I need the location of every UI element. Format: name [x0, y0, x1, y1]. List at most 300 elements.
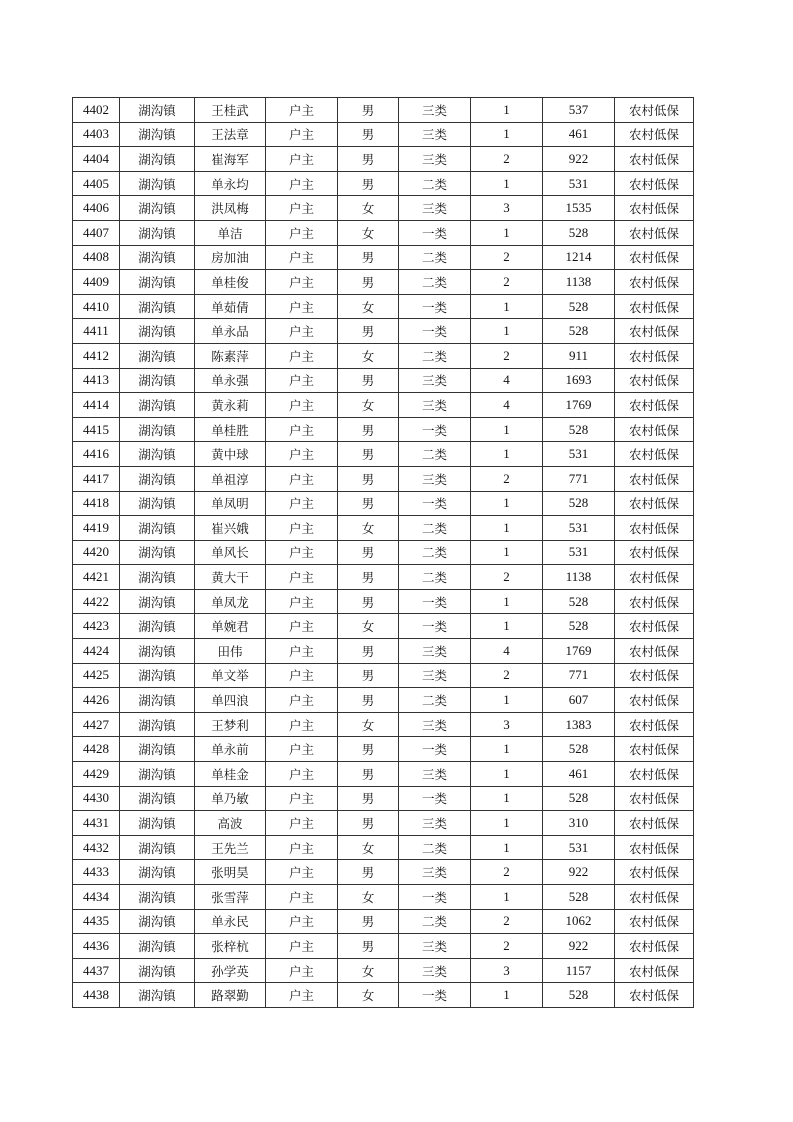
township-cell: 湖沟镇: [120, 663, 195, 688]
township-cell: 湖沟镇: [120, 811, 195, 836]
serial-number-cell: 4410: [73, 294, 120, 319]
assistance-type-cell: 农村低保: [615, 958, 694, 983]
township-cell: 湖沟镇: [120, 171, 195, 196]
table-row: [73, 393, 694, 418]
household-size-cell: 2: [471, 245, 543, 270]
relationship-cell: 户主: [266, 368, 338, 393]
household-size-cell: 1: [471, 122, 543, 147]
township-cell: 湖沟镇: [120, 220, 195, 245]
table-row: [73, 737, 694, 762]
table-row: [73, 786, 694, 811]
household-name-cell: 孙学英: [195, 958, 266, 983]
table-row: [73, 983, 694, 1008]
serial-number-cell: 4413: [73, 368, 120, 393]
table-row: [73, 565, 694, 590]
household-size-cell: 1: [471, 540, 543, 565]
assistance-type-cell: 农村低保: [615, 245, 694, 270]
household-name-cell: 单祖淳: [195, 466, 266, 491]
amount-cell: 461: [543, 762, 615, 787]
gender-cell: 男: [338, 98, 399, 123]
amount-cell: 607: [543, 688, 615, 713]
relationship-cell: 户主: [266, 196, 338, 221]
relationship-cell: 户主: [266, 393, 338, 418]
table-row: [73, 688, 694, 713]
assistance-type-cell: 农村低保: [615, 491, 694, 516]
gender-cell: 女: [338, 294, 399, 319]
amount-cell: 922: [543, 860, 615, 885]
relationship-cell: 户主: [266, 540, 338, 565]
category-cell: 一类: [399, 294, 471, 319]
amount-cell: 531: [543, 540, 615, 565]
serial-number-cell: 4404: [73, 147, 120, 172]
table-row: [73, 885, 694, 910]
household-name-cell: 单桂俊: [195, 270, 266, 295]
category-cell: 三类: [399, 147, 471, 172]
category-cell: 一类: [399, 417, 471, 442]
serial-number-cell: 4407: [73, 220, 120, 245]
gender-cell: 男: [338, 934, 399, 959]
amount-cell: 310: [543, 811, 615, 836]
township-cell: 湖沟镇: [120, 319, 195, 344]
township-cell: 湖沟镇: [120, 762, 195, 787]
serial-number-cell: 4431: [73, 811, 120, 836]
relationship-cell: 户主: [266, 589, 338, 614]
table-row: [73, 220, 694, 245]
amount-cell: 1769: [543, 393, 615, 418]
gender-cell: 女: [338, 196, 399, 221]
assistance-type-cell: 农村低保: [615, 909, 694, 934]
township-cell: 湖沟镇: [120, 639, 195, 664]
township-cell: 湖沟镇: [120, 688, 195, 713]
category-cell: 一类: [399, 220, 471, 245]
gender-cell: 男: [338, 565, 399, 590]
household-size-cell: 3: [471, 958, 543, 983]
serial-number-cell: 4411: [73, 319, 120, 344]
gender-cell: 男: [338, 762, 399, 787]
township-cell: 湖沟镇: [120, 565, 195, 590]
serial-number-cell: 4432: [73, 835, 120, 860]
relationship-cell: 户主: [266, 688, 338, 713]
relationship-cell: 户主: [266, 343, 338, 368]
amount-cell: 922: [543, 934, 615, 959]
township-cell: 湖沟镇: [120, 466, 195, 491]
assistance-type-cell: 农村低保: [615, 343, 694, 368]
category-cell: 二类: [399, 343, 471, 368]
relationship-cell: 户主: [266, 983, 338, 1008]
household-size-cell: 2: [471, 934, 543, 959]
amount-cell: 528: [543, 983, 615, 1008]
relationship-cell: 户主: [266, 639, 338, 664]
relationship-cell: 户主: [266, 171, 338, 196]
category-cell: 二类: [399, 516, 471, 541]
table-row: [73, 835, 694, 860]
category-cell: 一类: [399, 614, 471, 639]
table-row: [73, 343, 694, 368]
serial-number-cell: 4422: [73, 589, 120, 614]
serial-number-cell: 4409: [73, 270, 120, 295]
amount-cell: 528: [543, 491, 615, 516]
serial-number-cell: 4428: [73, 737, 120, 762]
household-size-cell: 1: [471, 811, 543, 836]
township-cell: 湖沟镇: [120, 540, 195, 565]
gender-cell: 男: [338, 786, 399, 811]
amount-cell: 528: [543, 786, 615, 811]
gender-cell: 男: [338, 737, 399, 762]
serial-number-cell: 4412: [73, 343, 120, 368]
household-name-cell: 黄永莉: [195, 393, 266, 418]
category-cell: 一类: [399, 319, 471, 344]
category-cell: 一类: [399, 983, 471, 1008]
gender-cell: 男: [338, 442, 399, 467]
table-row: [73, 639, 694, 664]
household-name-cell: 田伟: [195, 639, 266, 664]
household-size-cell: 2: [471, 147, 543, 172]
township-cell: 湖沟镇: [120, 98, 195, 123]
serial-number-cell: 4437: [73, 958, 120, 983]
gender-cell: 女: [338, 835, 399, 860]
township-cell: 湖沟镇: [120, 343, 195, 368]
gender-cell: 女: [338, 885, 399, 910]
gender-cell: 男: [338, 860, 399, 885]
gender-cell: 男: [338, 811, 399, 836]
amount-cell: 771: [543, 466, 615, 491]
serial-number-cell: 4425: [73, 663, 120, 688]
category-cell: 三类: [399, 98, 471, 123]
gender-cell: 男: [338, 466, 399, 491]
township-cell: 湖沟镇: [120, 860, 195, 885]
amount-cell: 528: [543, 319, 615, 344]
household-name-cell: 单茹倩: [195, 294, 266, 319]
amount-cell: 531: [543, 171, 615, 196]
township-cell: 湖沟镇: [120, 909, 195, 934]
household-size-cell: 1: [471, 983, 543, 1008]
relationship-cell: 户主: [266, 245, 338, 270]
relief-roster-table: [72, 97, 694, 1008]
table-row: [73, 540, 694, 565]
relationship-cell: 户主: [266, 319, 338, 344]
household-size-cell: 2: [471, 466, 543, 491]
serial-number-cell: 4429: [73, 762, 120, 787]
amount-cell: 531: [543, 442, 615, 467]
township-cell: 湖沟镇: [120, 737, 195, 762]
assistance-type-cell: 农村低保: [615, 417, 694, 442]
relationship-cell: 户主: [266, 516, 338, 541]
assistance-type-cell: 农村低保: [615, 639, 694, 664]
township-cell: 湖沟镇: [120, 885, 195, 910]
assistance-type-cell: 农村低保: [615, 442, 694, 467]
relationship-cell: 户主: [266, 737, 338, 762]
township-cell: 湖沟镇: [120, 393, 195, 418]
township-cell: 湖沟镇: [120, 245, 195, 270]
relationship-cell: 户主: [266, 466, 338, 491]
household-name-cell: 单永民: [195, 909, 266, 934]
assistance-type-cell: 农村低保: [615, 122, 694, 147]
relationship-cell: 户主: [266, 663, 338, 688]
serial-number-cell: 4415: [73, 417, 120, 442]
household-name-cell: 张梓杭: [195, 934, 266, 959]
relationship-cell: 户主: [266, 885, 338, 910]
amount-cell: 1693: [543, 368, 615, 393]
township-cell: 湖沟镇: [120, 835, 195, 860]
amount-cell: 531: [543, 516, 615, 541]
relationship-cell: 户主: [266, 491, 338, 516]
gender-cell: 男: [338, 417, 399, 442]
serial-number-cell: 4424: [73, 639, 120, 664]
township-cell: 湖沟镇: [120, 983, 195, 1008]
township-cell: 湖沟镇: [120, 712, 195, 737]
amount-cell: 1214: [543, 245, 615, 270]
gender-cell: 女: [338, 516, 399, 541]
assistance-type-cell: 农村低保: [615, 516, 694, 541]
assistance-type-cell: 农村低保: [615, 220, 694, 245]
relationship-cell: 户主: [266, 442, 338, 467]
household-size-cell: 1: [471, 319, 543, 344]
gender-cell: 男: [338, 688, 399, 713]
category-cell: 二类: [399, 171, 471, 196]
category-cell: 三类: [399, 712, 471, 737]
household-name-cell: 单桂胜: [195, 417, 266, 442]
relationship-cell: 户主: [266, 122, 338, 147]
household-name-cell: 黄大干: [195, 565, 266, 590]
gender-cell: 男: [338, 540, 399, 565]
household-size-cell: 2: [471, 565, 543, 590]
amount-cell: 1535: [543, 196, 615, 221]
serial-number-cell: 4406: [73, 196, 120, 221]
table-row: [73, 442, 694, 467]
township-cell: 湖沟镇: [120, 147, 195, 172]
assistance-type-cell: 农村低保: [615, 589, 694, 614]
household-size-cell: 4: [471, 393, 543, 418]
township-cell: 湖沟镇: [120, 516, 195, 541]
table-row: [73, 417, 694, 442]
household-name-cell: 单婉君: [195, 614, 266, 639]
gender-cell: 男: [338, 663, 399, 688]
table-row: [73, 270, 694, 295]
household-size-cell: 2: [471, 663, 543, 688]
serial-number-cell: 4435: [73, 909, 120, 934]
serial-number-cell: 4438: [73, 983, 120, 1008]
household-name-cell: 单四浪: [195, 688, 266, 713]
amount-cell: 1157: [543, 958, 615, 983]
relationship-cell: 户主: [266, 860, 338, 885]
amount-cell: 528: [543, 220, 615, 245]
table-row: [73, 811, 694, 836]
household-name-cell: 路翠勤: [195, 983, 266, 1008]
household-size-cell: 1: [471, 294, 543, 319]
amount-cell: 528: [543, 614, 615, 639]
table-row: [73, 909, 694, 934]
gender-cell: 男: [338, 319, 399, 344]
household-size-cell: 1: [471, 491, 543, 516]
amount-cell: 922: [543, 147, 615, 172]
township-cell: 湖沟镇: [120, 294, 195, 319]
relationship-cell: 户主: [266, 294, 338, 319]
amount-cell: 461: [543, 122, 615, 147]
category-cell: 三类: [399, 368, 471, 393]
household-name-cell: 崔海军: [195, 147, 266, 172]
serial-number-cell: 4403: [73, 122, 120, 147]
assistance-type-cell: 农村低保: [615, 688, 694, 713]
table-row: [73, 294, 694, 319]
assistance-type-cell: 农村低保: [615, 540, 694, 565]
household-size-cell: 1: [471, 417, 543, 442]
relationship-cell: 户主: [266, 909, 338, 934]
table-row: [73, 712, 694, 737]
household-size-cell: 1: [471, 835, 543, 860]
gender-cell: 女: [338, 393, 399, 418]
household-name-cell: 张雪萍: [195, 885, 266, 910]
category-cell: 二类: [399, 909, 471, 934]
amount-cell: 1769: [543, 639, 615, 664]
assistance-type-cell: 农村低保: [615, 98, 694, 123]
table-row: [73, 614, 694, 639]
serial-number-cell: 4419: [73, 516, 120, 541]
relationship-cell: 户主: [266, 220, 338, 245]
gender-cell: 女: [338, 220, 399, 245]
household-name-cell: 单乃敏: [195, 786, 266, 811]
township-cell: 湖沟镇: [120, 934, 195, 959]
household-size-cell: 2: [471, 343, 543, 368]
serial-number-cell: 4423: [73, 614, 120, 639]
household-name-cell: 单风长: [195, 540, 266, 565]
amount-cell: 528: [543, 589, 615, 614]
category-cell: 三类: [399, 934, 471, 959]
assistance-type-cell: 农村低保: [615, 762, 694, 787]
household-size-cell: 1: [471, 589, 543, 614]
assistance-type-cell: 农村低保: [615, 712, 694, 737]
amount-cell: 537: [543, 98, 615, 123]
assistance-type-cell: 农村低保: [615, 786, 694, 811]
table-row: [73, 663, 694, 688]
category-cell: 二类: [399, 835, 471, 860]
township-cell: 湖沟镇: [120, 417, 195, 442]
township-cell: 湖沟镇: [120, 368, 195, 393]
gender-cell: 男: [338, 171, 399, 196]
household-size-cell: 1: [471, 614, 543, 639]
household-size-cell: 4: [471, 639, 543, 664]
category-cell: 三类: [399, 466, 471, 491]
category-cell: 三类: [399, 811, 471, 836]
table-row: [73, 491, 694, 516]
serial-number-cell: 4430: [73, 786, 120, 811]
household-name-cell: 黄中球: [195, 442, 266, 467]
serial-number-cell: 4421: [73, 565, 120, 590]
township-cell: 湖沟镇: [120, 589, 195, 614]
household-name-cell: 单洁: [195, 220, 266, 245]
amount-cell: 1062: [543, 909, 615, 934]
household-size-cell: 2: [471, 270, 543, 295]
serial-number-cell: 4416: [73, 442, 120, 467]
assistance-type-cell: 农村低保: [615, 737, 694, 762]
category-cell: 三类: [399, 393, 471, 418]
household-name-cell: 单文举: [195, 663, 266, 688]
category-cell: 一类: [399, 589, 471, 614]
table-body: [73, 98, 694, 1008]
household-name-cell: 单永品: [195, 319, 266, 344]
gender-cell: 男: [338, 491, 399, 516]
gender-cell: 男: [338, 639, 399, 664]
township-cell: 湖沟镇: [120, 122, 195, 147]
category-cell: 三类: [399, 122, 471, 147]
household-name-cell: 单桂金: [195, 762, 266, 787]
assistance-type-cell: 农村低保: [615, 368, 694, 393]
household-name-cell: 单永强: [195, 368, 266, 393]
household-size-cell: 1: [471, 516, 543, 541]
household-name-cell: 单凤明: [195, 491, 266, 516]
gender-cell: 男: [338, 909, 399, 934]
assistance-type-cell: 农村低保: [615, 393, 694, 418]
table-row: [73, 319, 694, 344]
household-size-cell: 3: [471, 712, 543, 737]
table-row: [73, 762, 694, 787]
household-name-cell: 洪凤梅: [195, 196, 266, 221]
table-row: [73, 516, 694, 541]
amount-cell: 771: [543, 663, 615, 688]
table-row: [73, 245, 694, 270]
assistance-type-cell: 农村低保: [615, 294, 694, 319]
township-cell: 湖沟镇: [120, 270, 195, 295]
table-row: [73, 589, 694, 614]
relationship-cell: 户主: [266, 417, 338, 442]
table-row: [73, 147, 694, 172]
household-name-cell: 单永前: [195, 737, 266, 762]
township-cell: 湖沟镇: [120, 196, 195, 221]
serial-number-cell: 4414: [73, 393, 120, 418]
assistance-type-cell: 农村低保: [615, 860, 694, 885]
household-size-cell: 3: [471, 196, 543, 221]
category-cell: 一类: [399, 737, 471, 762]
amount-cell: 911: [543, 343, 615, 368]
gender-cell: 男: [338, 270, 399, 295]
relationship-cell: 户主: [266, 786, 338, 811]
category-cell: 二类: [399, 688, 471, 713]
relationship-cell: 户主: [266, 614, 338, 639]
category-cell: 二类: [399, 442, 471, 467]
township-cell: 湖沟镇: [120, 614, 195, 639]
household-name-cell: 张明昊: [195, 860, 266, 885]
serial-number-cell: 4402: [73, 98, 120, 123]
assistance-type-cell: 农村低保: [615, 319, 694, 344]
category-cell: 二类: [399, 245, 471, 270]
table-row: [73, 466, 694, 491]
assistance-type-cell: 农村低保: [615, 663, 694, 688]
amount-cell: 1138: [543, 565, 615, 590]
relationship-cell: 户主: [266, 565, 338, 590]
serial-number-cell: 4418: [73, 491, 120, 516]
serial-number-cell: 4433: [73, 860, 120, 885]
relationship-cell: 户主: [266, 98, 338, 123]
township-cell: 湖沟镇: [120, 958, 195, 983]
gender-cell: 男: [338, 589, 399, 614]
household-name-cell: 王桂武: [195, 98, 266, 123]
serial-number-cell: 4434: [73, 885, 120, 910]
relationship-cell: 户主: [266, 270, 338, 295]
household-name-cell: 崔兴娥: [195, 516, 266, 541]
serial-number-cell: 4420: [73, 540, 120, 565]
table-row: [73, 860, 694, 885]
relationship-cell: 户主: [266, 811, 338, 836]
serial-number-cell: 4436: [73, 934, 120, 959]
amount-cell: 1383: [543, 712, 615, 737]
category-cell: 三类: [399, 958, 471, 983]
relationship-cell: 户主: [266, 934, 338, 959]
serial-number-cell: 4405: [73, 171, 120, 196]
household-name-cell: 王法章: [195, 122, 266, 147]
serial-number-cell: 4417: [73, 466, 120, 491]
relationship-cell: 户主: [266, 762, 338, 787]
amount-cell: 528: [543, 417, 615, 442]
relationship-cell: 户主: [266, 835, 338, 860]
